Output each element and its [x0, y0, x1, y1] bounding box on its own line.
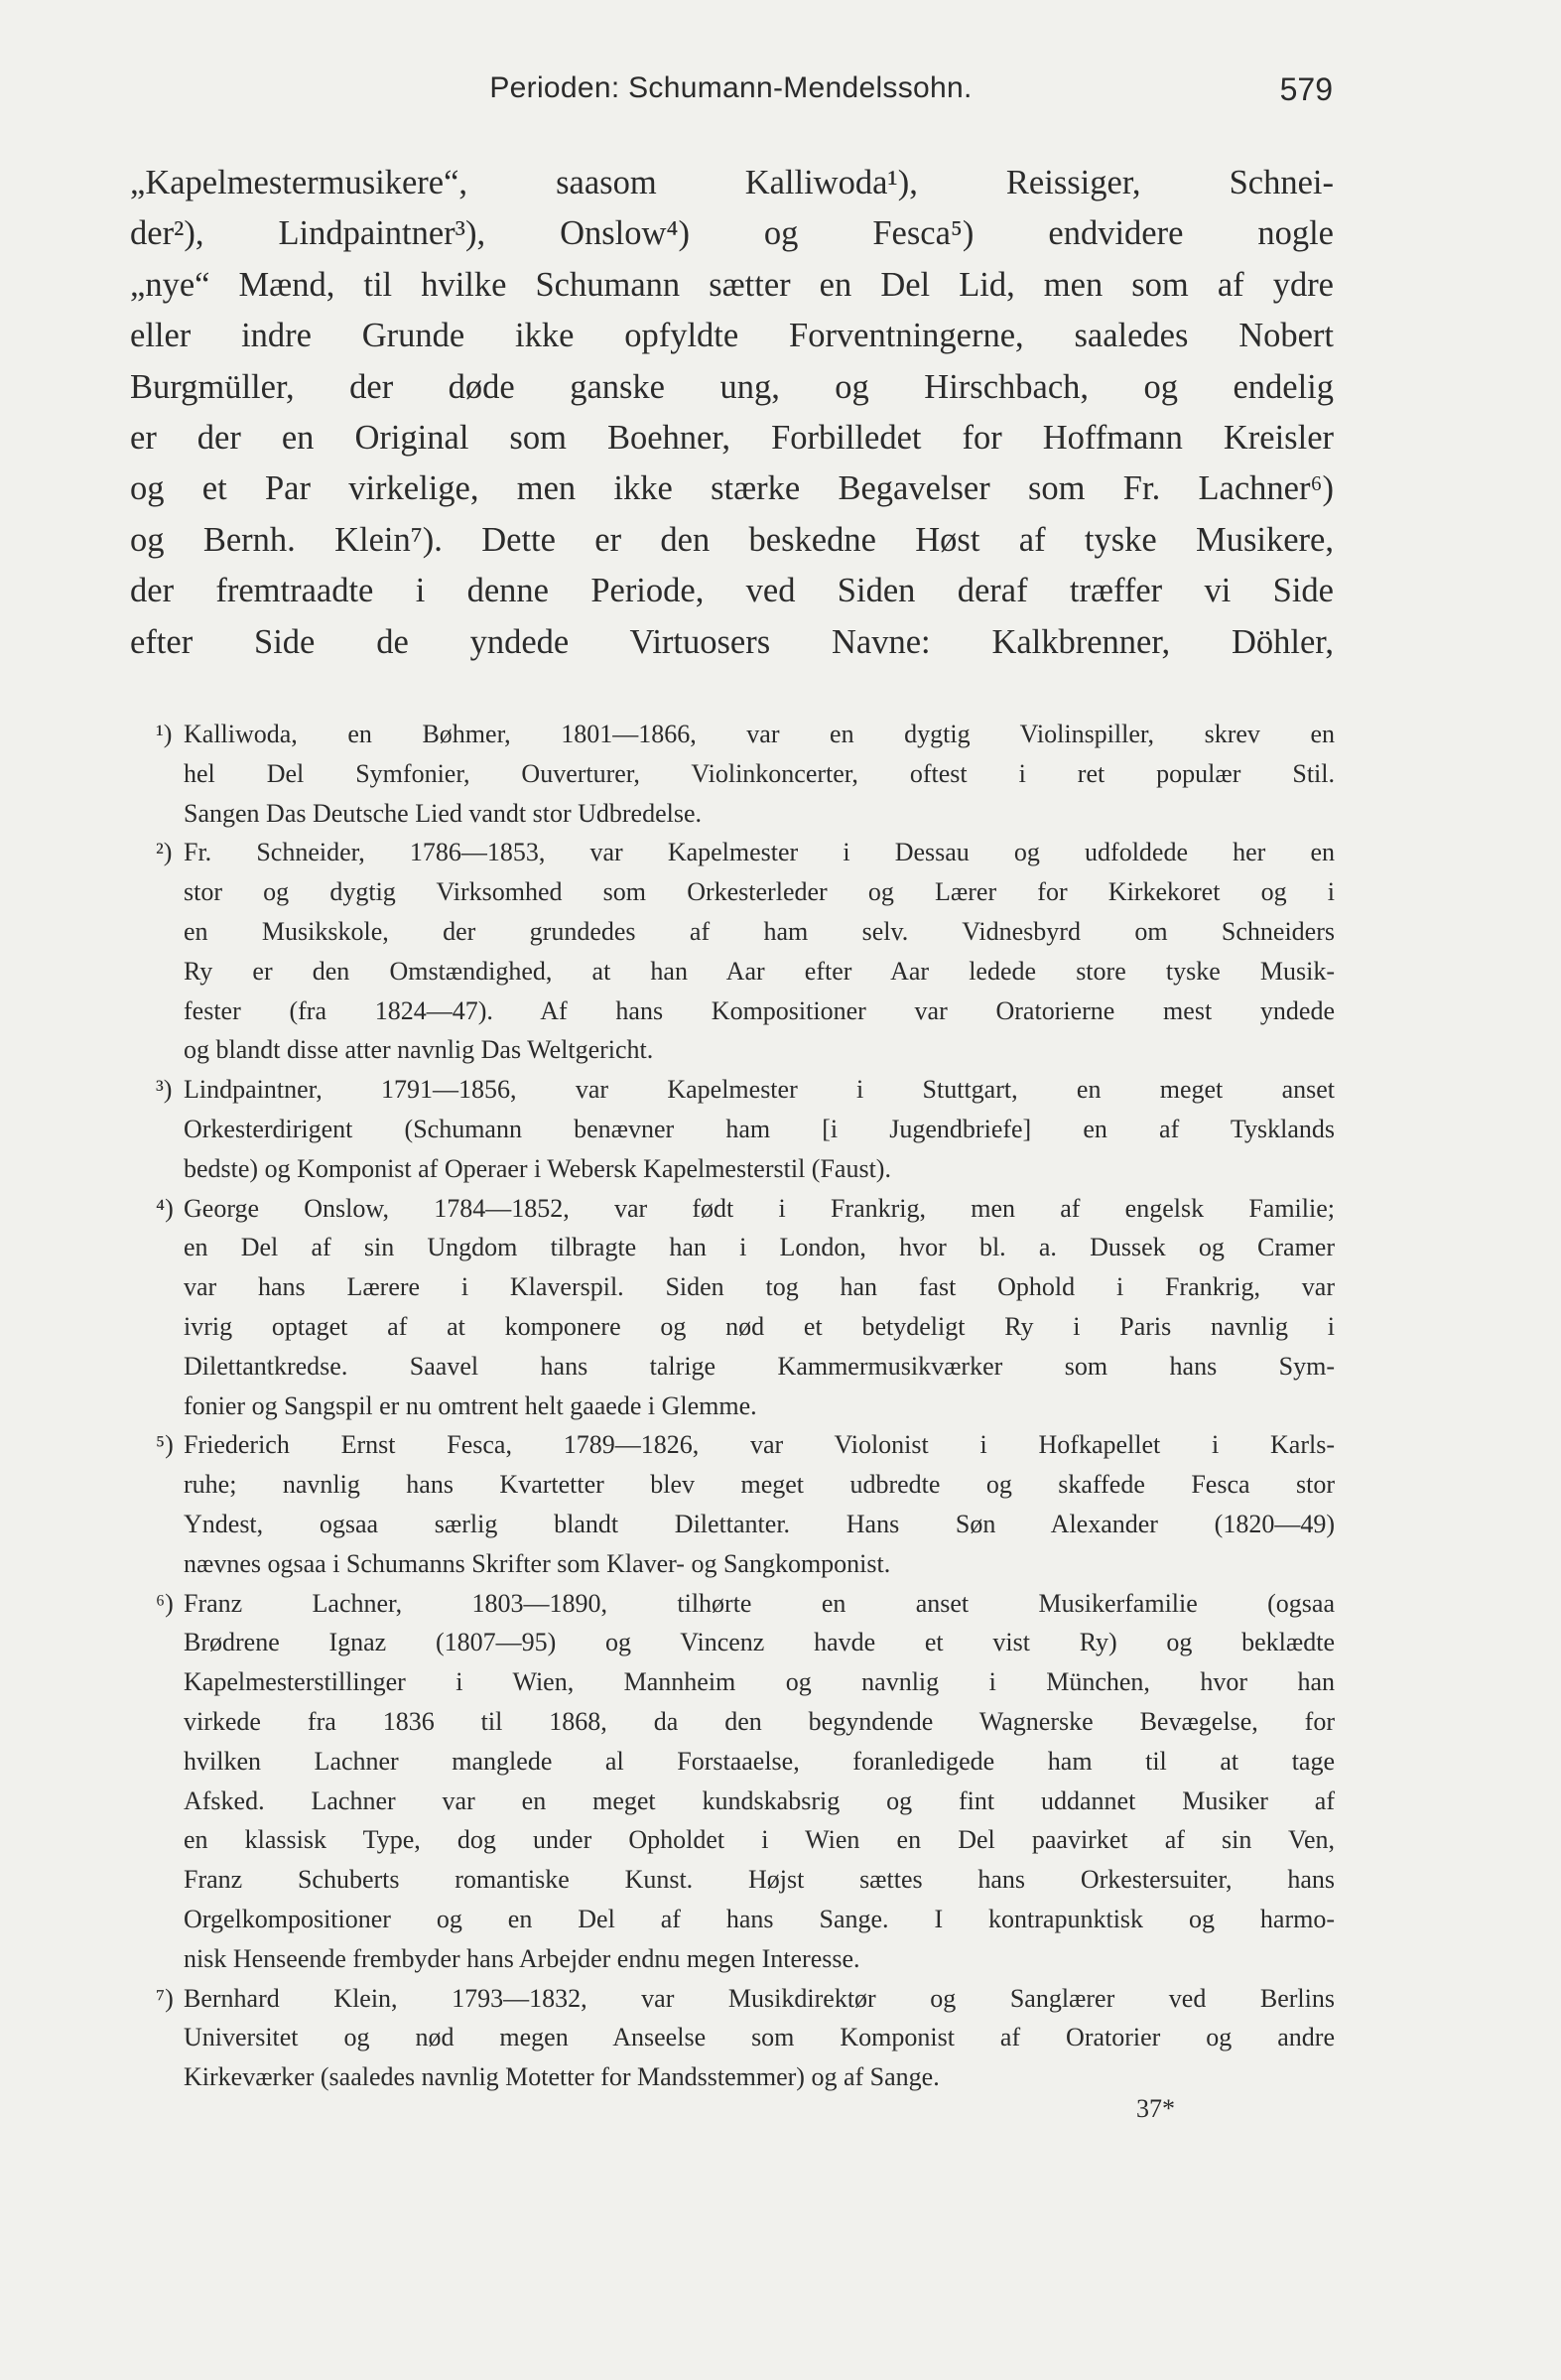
footnote-line: var hans Lærere i Klaverspil. Siden tog han fast Ophold i Frankrig, var [184, 1272, 1335, 1302]
footnote-line: Franz Lachner, 1803—1890, tilhørte en anset Musikerfamilie (ogsaa [184, 1588, 1335, 1618]
footnote-line: ivrig optaget af at komponere og nød et betydeligt Ry i Paris navnlig i [184, 1311, 1335, 1341]
footnote-line: George Onslow, 1784—1852, var født i Frankrig, men af engelsk Familie; [184, 1193, 1335, 1223]
footnote-line: fonier og Sangspil er nu omtrent helt gaaede i Glemme. [184, 1390, 757, 1420]
footnote-line: Brødrene Ignaz (1807—95) og Vincenz havde et vist Ry) og beklædte [184, 1628, 1335, 1657]
paragraph-line: eller indre Grunde ikke opfyldte Forventningerne, saaledes Nobert [130, 317, 1334, 355]
main-paragraph [130, 158, 1334, 668]
paragraph-line: „nye“ Mænd, til hvilke Schumann sætter en Del Lid, men som af ydre [130, 265, 1334, 304]
footnote-line: og blandt disse atter navnlig Das Weltgericht. [184, 1035, 654, 1065]
paragraph-line: efter Side de yndede Virtuosers Navne: Kalkbrenner, Döhler, [130, 622, 1334, 661]
footnote-line: Kapelmesterstillinger i Wien, Mannheim og navnlig i München, hvor han [184, 1667, 1335, 1697]
footnote-line: Ry er den Omstændighed, at han Aar efter Aar ledede store tyske Musik- [184, 956, 1335, 986]
footnote-marker: ⁷) [156, 1983, 174, 2013]
footnote-5 [156, 1425, 1335, 1583]
footnote-line: Kirkeværker (saaledes navnlig Motetter for Mandsstemmer) og af Sange. [184, 2062, 940, 2092]
footnote-1 [156, 715, 1335, 833]
footnote-line: ruhe; navnlig hans Kvartetter blev meget udbredte og skaffede Fesca stor [184, 1470, 1335, 1500]
footnote-marker: ³) [156, 1075, 173, 1105]
footnote-6 [156, 1584, 1335, 1979]
footnote-line: stor og dygtig Virksomhed som Orkesterleder og Lærer for Kirkekoret og i [184, 877, 1335, 907]
footnote-marker: ²) [156, 838, 173, 867]
page-number: 579 [1279, 71, 1333, 107]
footnote-line: Sangen Das Deutsche Lied vandt stor Udbredelse. [184, 798, 703, 828]
footnote-line: hel Del Symfonier, Ouverturer, Violinkoncerter, oftest i ret populær Stil. [184, 758, 1335, 788]
footnotes [156, 715, 1335, 2097]
paragraph-line: Burgmüller, der døde ganske ung, og Hirschbach, og endelig [130, 367, 1334, 406]
paragraph-line: der fremtraadte i denne Periode, ved Siden deraf træffer vi Side [130, 572, 1334, 610]
footnote-line: Yndest, ogsaa særlig blandt Dilettanter. Hans Søn Alexander (1820—49) [184, 1509, 1335, 1538]
printer-signature: 37* [1136, 2094, 1175, 2123]
footnote-line: virkede fra 1836 til 1868, da den begyndende Wagnerske Bevægelse, for [184, 1706, 1335, 1736]
footnote-line: Kalliwoda, en Bøhmer, 1801—1866, var en dygtig Violinspiller, skrev en [184, 720, 1335, 748]
footnote-marker: ⁶) [156, 1588, 174, 1618]
footnote-line: en klassisk Type, dog under Opholdet i Wien en Del paavirket af sin Ven, [184, 1825, 1335, 1855]
footnote-line: Orgelkompositioner og en Del af hans Sange. I kontrapunktisk og harmo- [184, 1904, 1335, 1933]
footnote-line: Franz Schuberts romantiske Kunst. Højst sættes hans Orkestersuiter, hans [184, 1865, 1335, 1895]
paragraph-line: der²), Lindpaintner³), Onslow⁴) og Fesca⁵) endvidere nogle [130, 214, 1334, 253]
paragraph-line: er der en Original som Boehner, Forbilledet for Hoffmann Kreisler [130, 418, 1334, 457]
footnote-3 [156, 1070, 1335, 1188]
footnote-line: bedste) og Komponist af Operaer i Webersk Kapelmesterstil (Faust). [184, 1153, 891, 1183]
footnote-line: Lindpaintner, 1791—1856, var Kapelmester i Stuttgart, en meget anset [184, 1075, 1335, 1105]
footnote-2 [156, 833, 1335, 1070]
paragraph-line: og Bernh. Klein⁷). Dette er den beskedne Høst af tyske Musikere, [130, 520, 1334, 559]
running-head: Perioden: Schumann-Mendelssohn. [489, 71, 973, 104]
footnote-marker: ⁵) [156, 1430, 174, 1460]
footnote-marker: ¹) [156, 720, 173, 748]
footnote-line: Friederich Ernst Fesca, 1789—1826, var Violonist i Hofkapellet i Karls- [184, 1430, 1335, 1460]
footnote-line: Bernhard Klein, 1793—1832, var Musikdirektør og Sanglærer ved Berlins [184, 1983, 1335, 2013]
footnote-line: hvilken Lachner manglede al Forstaaelse, foranledigede ham til at tage [184, 1746, 1335, 1776]
footnote-4 [156, 1189, 1335, 1426]
footnote-line: en Del af sin Ungdom tilbragte han i London, hvor bl. a. Dussek og Cramer [184, 1233, 1335, 1262]
footnote-7 [156, 1979, 1335, 2097]
footnote-line: en Musikskole, der grundedes af ham selv. Vidnesbyrd om Schneiders [184, 916, 1335, 946]
footnote-line: nisk Henseende frembyder hans Arbejder endnu megen Interesse. [184, 1943, 860, 1973]
footnote-line: Dilettantkredse. Saavel hans talrige Kammermusikværker som hans Sym- [184, 1351, 1335, 1381]
footnote-marker: ⁴) [156, 1193, 174, 1223]
footnote-line: Fr. Schneider, 1786—1853, var Kapelmester i Dessau og udfoldede her en [184, 838, 1335, 867]
footnote-line: fester (fra 1824—47). Af hans Kompositioner var Oratorierne mest yndede [184, 995, 1335, 1025]
footnote-line: Orkesterdirigent (Schumann benævner ham [i Jugendbriefe] en af Tysklands [184, 1114, 1335, 1143]
footnote-line: Universitet og nød megen Anseelse som Komponist af Oratorier og andre [184, 2023, 1335, 2052]
footnote-line: nævnes ogsaa i Schumanns Skrifter som Klaver- og Sangkomponist. [184, 1548, 891, 1578]
paragraph-line: „Kapelmestermusikere“, saasom Kalliwoda¹), Reissiger, Schnei- [130, 164, 1334, 201]
paragraph-line: og et Par virkelige, men ikke stærke Begavelser som Fr. Lachner⁶) [130, 469, 1334, 508]
page-header [129, 71, 1333, 121]
footnote-line: Afsked. Lachner var en meget kundskabsrig og fint uddannet Musiker af [184, 1785, 1335, 1815]
